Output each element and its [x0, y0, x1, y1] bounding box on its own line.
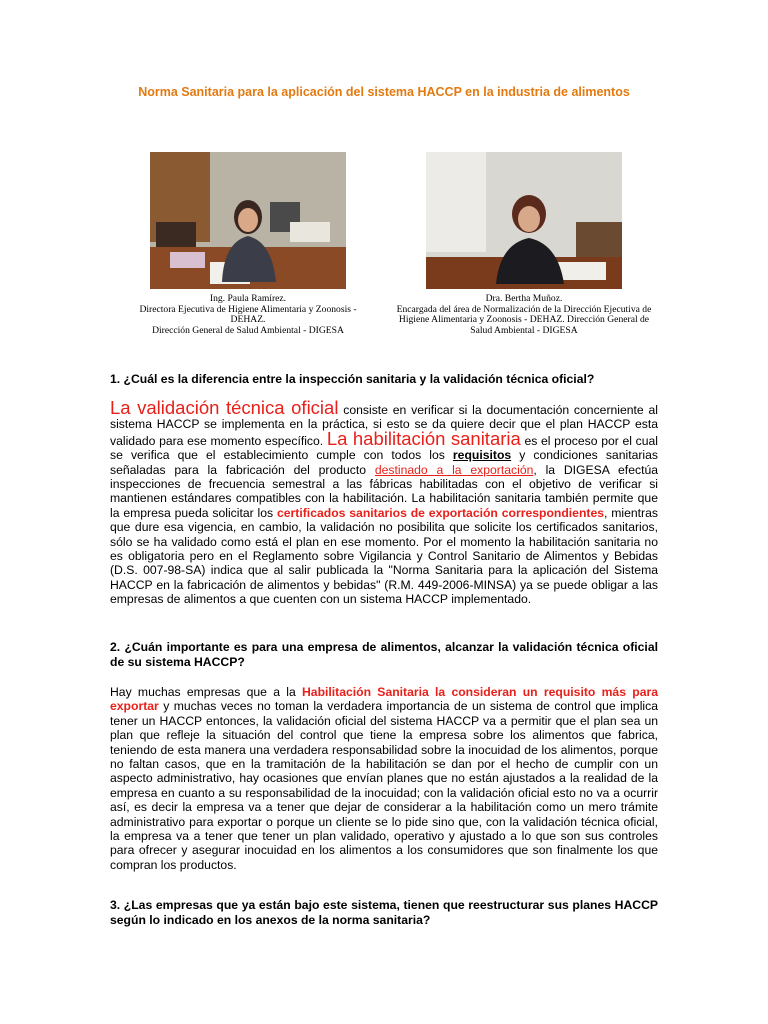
photo-paula-ramirez: [150, 152, 346, 289]
page-title: Norma Sanitaria para la aplicación del sistema HACCP en la industria de alimentos: [138, 85, 630, 99]
answer-1: [110, 397, 659, 607]
link-exportacion[interactable]: destinado a la exportación: [374, 462, 534, 477]
question-3: 3. ¿Las empresas que ya están bajo este sistema, tienen que reestructurar sus planes HACCP según lo indicado en los anexos de la norma sanitaria?: [110, 898, 658, 927]
text: consiste en verificar si la documentación concerniente al sistema HACCP se implementa en la práctica, si esto se da quiere decir que el plan HACCP esta validado para ese momento específico.: [110, 403, 659, 448]
caption-line: Dra. Bertha Muñoz.: [485, 293, 563, 304]
answer-2: [110, 685, 658, 872]
question-2: 2. ¿Cuán importante es para una empresa de alimentos, alcanzar la validación técnica oficial de su sistema HACCP?: [110, 640, 658, 669]
text: , mientras que dure esa vigencia, en cambio, la validación no posibilita que solicite los certificados sanitarios, sólo se ha validado como está el plan en ese momento. Por el momento la habilitación sanitaria no es obligatoria pero en el Reglamento sobre Vigilancia y Control Sanitario de Alimentos y Bebidas (D.S. 007-98-SA) indica que al salir publicada la "Norma Sanitaria para la aplicación del Sistema HACCP en la fabricación de alimentos y bebidas" (R.M. 449-2006-MINSA) ya se puede obligar a las empresas de alimentos a que cuenten con un sistema HACCP implementado.: [110, 505, 658, 607]
caption-line: Ing. Paula Ramírez.: [209, 293, 287, 304]
highlight-validacion: La validación técnica oficial: [110, 397, 339, 418]
highlight-habilitacion: La habilitación sanitaria: [326, 427, 521, 449]
highlight-habilitacion-requisito: Habilitación Sanitaria la consideran un requisito más para exportar: [110, 685, 658, 714]
caption-right: [388, 294, 660, 336]
text: Hay muchas empresas que a la: [110, 685, 302, 699]
caption-line: Encargada del área de Normalización de la Dirección Ejecutiva de Higiene Alimentaria y Zoonosis - DEHAZ. Dirección General de Salud Ambiental - DIGESA: [396, 303, 652, 336]
caption-line: Dirección General de Salud Ambiental - DIGESA: [152, 324, 344, 336]
photo-bertha-munoz: [426, 152, 622, 289]
link-requisitos[interactable]: requisitos: [452, 448, 512, 463]
text: es el proceso por el cual se verifica que el establecimiento cumple con todos los: [110, 433, 658, 463]
question-1: 1. ¿Cuál es la diferencia entre la inspección sanitaria y la validación técnica oficial?: [110, 372, 595, 386]
text: y condiciones sanitarias señaladas para la fabricación del producto: [110, 448, 658, 477]
caption-line: Directora Ejecutiva de Higiene Alimentaria y Zoonosis - DEHAZ.: [139, 303, 357, 326]
text: y muchas veces no toman la verdadera importancia de un sistema de control que implica tener un HACCP entonces, la validación oficial del sistema HACCP va a permitir que el plan sea un plan que refleje la situación del control que tiene la empresa sobre los alimentos que fabrica, teniendo de esta manera una verdadera responsabilidad sobre la inocuidad de los alimentos, porque no faltan casos, que en la tramitación de la habilitación se dan por el hecho de cumplir con un aspecto administrativo, hay ocasiones que envían planes que no están ajustados a la realidad de la empresa en cuanto a su responsabilidad de la inocuidad; con la validación oficial esto no va a ocurrir así, es decir la empresa va a tener que dejar de considerar a la habilitación como un mero trámite administrativo para exportar o porque un cliente se lo pide sino que, con la validación técnica oficial, la empresa va a tener que tener un plan validado, operativo y ajustado a lo que son sus controles para ofrecer y asegurar inocuidad en los alimentos a los consumidores que son finalmente los que compran los productos.: [110, 699, 658, 872]
text: , la DIGESA efectúa inspecciones de frecuencia semestral a las fábricas habilitadas con el objetivo de verificar si mantienen estándares compatibles con la habilitación. La habilitación sanitaria también permite que la empresa pueda solicitar los: [110, 462, 659, 520]
highlight-certificados: certificados sanitarios de exportación correspondientes: [277, 505, 604, 520]
caption-left: [123, 294, 373, 336]
